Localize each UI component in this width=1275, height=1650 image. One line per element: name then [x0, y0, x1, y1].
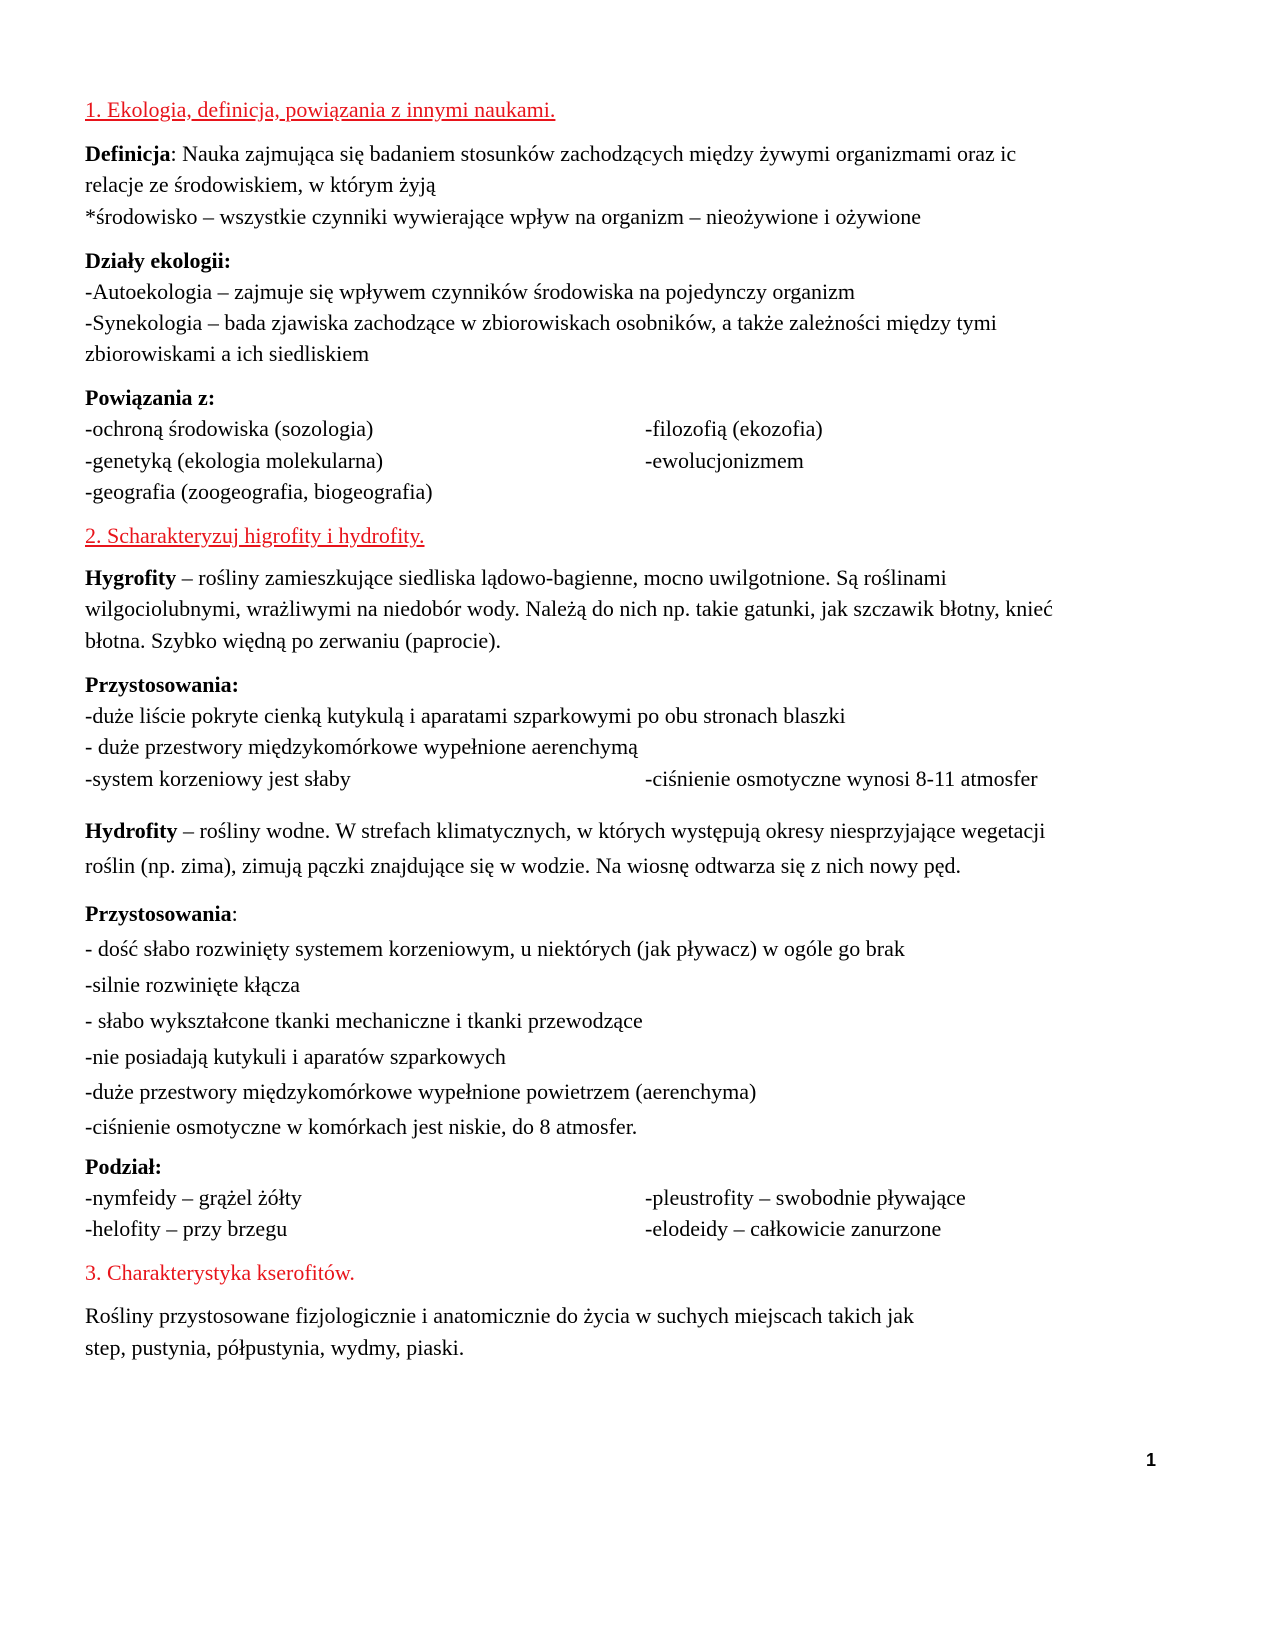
- list-item: - słabo wykształcone tkanki mechaniczne i tkanki przewodzące: [85, 1008, 643, 1033]
- list-item: -system korzeniowy jest słaby: [85, 766, 351, 791]
- hydrophytes-line: [85, 818, 1045, 844]
- list-item: -Synekologia – bada zjawiska zachodzące w zbiorowiskach osobników, a także zależności między tymi: [85, 310, 997, 335]
- list-item: -silnie rozwinięte kłącza: [85, 972, 301, 997]
- list-item: -nie posiadają kutykuli i aparatów szparkowych: [85, 1044, 506, 1069]
- branches-heading-text: Działy ekologii:: [85, 248, 232, 273]
- hygrophytes-line: [85, 565, 947, 591]
- list-item: -ciśnienie osmotyczne w komórkach jest niskie, do 8 atmosfer.: [85, 1114, 638, 1139]
- list-item: -duże liście pokryte cienką kutykulą i aparatami szparkowymi po obu stronach blaszki: [85, 703, 846, 728]
- list-item: -pleustrofity – swobodnie pływające: [645, 1185, 966, 1210]
- list-item: -ewolucjonizmem: [645, 448, 804, 473]
- hydrophytes-line-2: roślin (np. zima), zimują pączki znajdujące się w wodzie. Na wiosnę odtwarza się z nich nowy pęd.: [85, 853, 962, 878]
- definition-line-2: relacje ze środowiskiem, w którym żyją: [85, 172, 436, 197]
- paragraph-line: step, pustynia, półpustynia, wydmy, piaski.: [85, 1335, 465, 1360]
- list-item: -nymfeidy – grążel żółty: [85, 1185, 302, 1210]
- hygrophytes-label: Hygrofity: [85, 565, 177, 590]
- definition-label: Definicja: [85, 141, 171, 166]
- colon: :: [231, 901, 238, 926]
- definition-text: : Nauka zajmująca się badaniem stosunków zachodzących między żywymi organizmami oraz ic: [170, 141, 1017, 166]
- environment-note: *środowisko – wszystkie czynniki wywierające wpływ na organizm – nieożywione i ożywione: [85, 204, 921, 229]
- branches-heading: [85, 248, 231, 274]
- list-item: -elodeidy – całkowicie zanurzone: [645, 1216, 942, 1241]
- page-number: 1: [1146, 1450, 1157, 1470]
- section-3-heading: 3. Charakterystyka kserofitów.: [85, 1260, 355, 1285]
- division-heading-text: Podział:: [85, 1154, 162, 1179]
- list-item: -geografia (zoogeografia, biogeografia): [85, 479, 433, 504]
- list-item: -genetyką (ekologia molekularna): [85, 448, 384, 473]
- relations-heading-text: Powiązania z:: [85, 385, 216, 410]
- hydrophytes-text: – rośliny wodne. W strefach klimatycznych, w których występują okresy niesprzyjające wegetacji: [177, 818, 1046, 843]
- list-item: - dość słabo rozwinięty systemem korzeniowym, u niektórych (jak pływacz) w ogóle go brak: [85, 936, 905, 961]
- list-item: - duże przestwory międzykomórkowe wypełnione aerenchymą: [85, 734, 638, 759]
- list-item: zbiorowiskami a ich siedliskiem: [85, 341, 370, 366]
- section-2-heading: 2. Scharakteryzuj higrofity i hydrofity.: [85, 523, 425, 548]
- division-heading: [85, 1154, 162, 1180]
- relations-heading: [85, 385, 215, 411]
- adaptations-heading-text: Przystosowania:: [85, 672, 239, 697]
- hygrophytes-line-2: wilgociolubnymi, wrażliwymi na niedobór wody. Należą do nich np. takie gatunki, jak szczawik błotny, knieć: [85, 596, 1053, 621]
- adaptations-heading-text: Przystosowania: [85, 901, 232, 926]
- list-item: -helofity – przy brzegu: [85, 1216, 288, 1241]
- list-item: -duże przestwory międzykomórkowe wypełnione powietrzem (aerenchyma): [85, 1079, 757, 1104]
- adaptations-heading: [85, 672, 239, 698]
- hydrophytes-label: Hydrofity: [85, 818, 178, 843]
- hygrophytes-line-3: błotna. Szybko więdną po zerwaniu (paprocie).: [85, 628, 502, 653]
- hygrophytes-text: – rośliny zamieszkujące siedliska lądowo-bagienne, mocno uwilgotnione. Są roślinami: [176, 565, 947, 590]
- list-item: -Autoekologia – zajmuje się wpływem czynników środowiska na pojedynczy organizm: [85, 279, 856, 304]
- list-item: -ciśnienie osmotyczne wynosi 8-11 atmosfer: [645, 766, 1038, 791]
- adaptations-heading-2: [85, 901, 238, 927]
- paragraph-line: Rośliny przystosowane fizjologicznie i anatomicznie do życia w suchych miejscach takich jak: [85, 1303, 915, 1328]
- list-item: -ochroną środowiska (sozologia): [85, 416, 374, 441]
- section-1-heading: 1. Ekologia, definicja, powiązania z innymi naukami.: [85, 97, 556, 122]
- definition-line: [85, 141, 1016, 167]
- list-item: -filozofią (ekozofia): [645, 416, 823, 441]
